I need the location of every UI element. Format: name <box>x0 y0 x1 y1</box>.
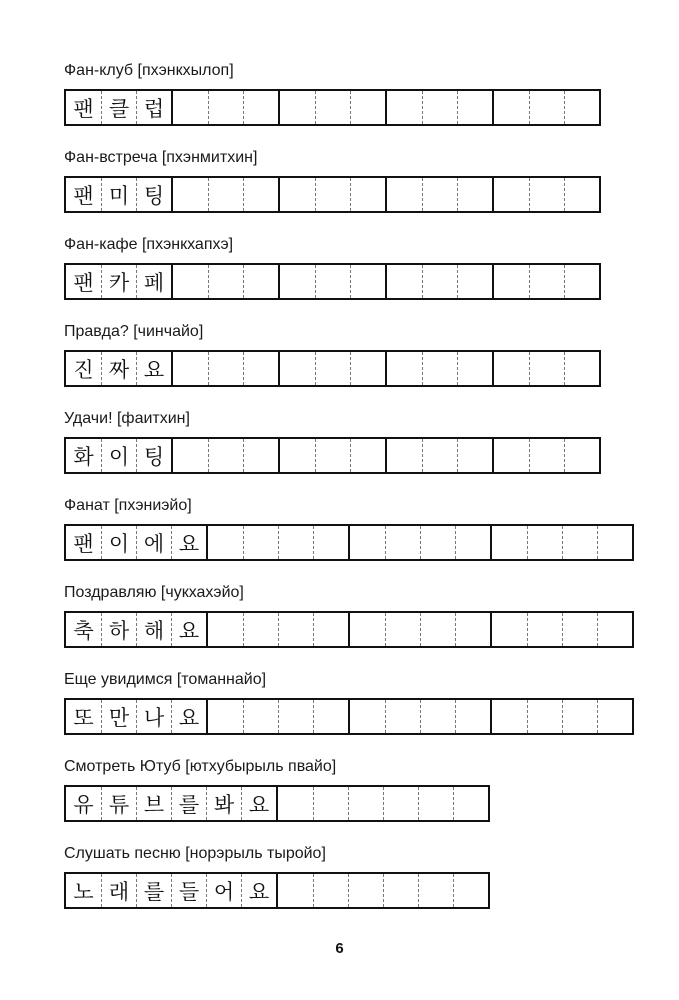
writing-grid <box>64 89 601 126</box>
practice-cell[interactable] <box>564 352 599 385</box>
practice-group <box>348 526 490 559</box>
practice-cell[interactable] <box>315 178 350 211</box>
practice-cell[interactable] <box>492 613 527 646</box>
practice-cell[interactable] <box>243 178 278 211</box>
practice-cell[interactable] <box>494 91 529 124</box>
practice-cell[interactable] <box>564 439 599 472</box>
practice-cell[interactable] <box>597 613 632 646</box>
character-cell: 요 <box>136 352 171 385</box>
practice-cell[interactable] <box>208 526 243 559</box>
character-cell: 요 <box>241 787 276 820</box>
character-cell: 하 <box>101 613 136 646</box>
character-cell: 요 <box>171 700 206 733</box>
writing-grid <box>64 350 601 387</box>
character-cell: 팬 <box>73 270 94 295</box>
writing-grid <box>64 263 601 300</box>
practice-cell[interactable] <box>387 265 422 298</box>
character-cell: 래 <box>101 874 136 907</box>
practice-group <box>206 613 348 646</box>
practice-cell[interactable] <box>243 526 278 559</box>
practice-group <box>206 700 348 733</box>
practice-cell[interactable] <box>208 352 243 385</box>
practice-cell[interactable] <box>278 874 313 907</box>
practice-cell[interactable] <box>315 265 350 298</box>
practice-cell[interactable] <box>492 700 527 733</box>
practice-cell[interactable] <box>280 178 315 211</box>
exercise-see-you <box>64 670 267 730</box>
practice-cell[interactable] <box>387 178 422 211</box>
character-cell: 어 <box>206 874 241 907</box>
character-cell: 팅 <box>136 439 171 472</box>
character-cell: 팬 <box>73 96 94 121</box>
character-cell: 를 <box>171 787 206 820</box>
character-cell: 들 <box>171 874 206 907</box>
practice-cell[interactable] <box>494 439 529 472</box>
character-cell: 화 <box>73 444 94 469</box>
practice-cell[interactable] <box>385 700 420 733</box>
practice-cell[interactable] <box>173 178 208 211</box>
practice-cell[interactable] <box>527 526 562 559</box>
word-group <box>66 91 171 124</box>
writing-grid <box>64 785 490 822</box>
practice-group <box>276 787 488 820</box>
practice-cell[interactable] <box>243 439 278 472</box>
word-group <box>66 265 171 298</box>
character-cell: 유 <box>73 792 94 817</box>
word-group <box>66 178 171 211</box>
character-cell: 럽 <box>136 91 171 124</box>
character-cell: 나 <box>136 700 171 733</box>
practice-group <box>385 439 492 472</box>
practice-group <box>492 439 599 472</box>
practice-cell[interactable] <box>348 787 383 820</box>
word-group <box>66 439 171 472</box>
practice-group <box>385 178 492 211</box>
practice-cell[interactable] <box>350 700 385 733</box>
practice-group <box>492 265 599 298</box>
practice-cell[interactable] <box>313 874 348 907</box>
practice-cell[interactable] <box>564 91 599 124</box>
practice-cell[interactable] <box>243 613 278 646</box>
practice-cell[interactable] <box>350 613 385 646</box>
word-group <box>66 613 206 646</box>
practice-cell[interactable] <box>492 526 527 559</box>
practice-cell[interactable] <box>529 352 564 385</box>
word-group <box>66 700 206 733</box>
practice-cell[interactable] <box>457 352 492 385</box>
practice-cell[interactable] <box>315 352 350 385</box>
exercise-label: Смотреть Ютуб [ютхубырыль пвайо] <box>64 758 337 775</box>
practice-cell[interactable] <box>387 352 422 385</box>
practice-cell[interactable] <box>420 700 455 733</box>
character-cell: 해 <box>136 613 171 646</box>
character-cell: 이 <box>101 439 136 472</box>
character-cell: 진 <box>73 357 94 382</box>
practice-group <box>278 439 385 472</box>
character-cell: 튜 <box>101 787 136 820</box>
practice-cell[interactable] <box>383 787 418 820</box>
practice-cell[interactable] <box>422 439 457 472</box>
exercise-label: Фанат [пхэниэйо] <box>64 497 192 514</box>
practice-cell[interactable] <box>208 613 243 646</box>
practice-group <box>171 352 278 385</box>
practice-cell[interactable] <box>457 178 492 211</box>
character-cell: 노 <box>73 879 94 904</box>
character-cell: 봐 <box>206 787 241 820</box>
exercise-fan-meeting <box>64 148 258 208</box>
character-cell: 요 <box>171 526 206 559</box>
practice-group <box>206 526 348 559</box>
exercise-label: Правда? [чинчайо] <box>64 323 204 340</box>
practice-group <box>348 613 490 646</box>
practice-cell[interactable] <box>278 526 313 559</box>
practice-cell[interactable] <box>243 265 278 298</box>
exercise-congratulations <box>64 583 244 643</box>
character-cell: 팬 <box>73 531 94 556</box>
practice-cell[interactable] <box>350 265 385 298</box>
page-number: 6 <box>335 940 344 957</box>
practice-cell[interactable] <box>243 91 278 124</box>
practice-cell[interactable] <box>313 613 348 646</box>
practice-group <box>276 874 488 907</box>
character-cell: 만 <box>101 700 136 733</box>
character-cell: 요 <box>241 874 276 907</box>
practice-cell[interactable] <box>313 787 348 820</box>
character-cell: 에 <box>136 526 171 559</box>
practice-cell[interactable] <box>385 613 420 646</box>
practice-cell[interactable] <box>455 700 490 733</box>
practice-cell[interactable] <box>243 352 278 385</box>
practice-group <box>278 265 385 298</box>
practice-cell[interactable] <box>422 352 457 385</box>
practice-cell[interactable] <box>280 352 315 385</box>
practice-group <box>492 178 599 211</box>
practice-cell[interactable] <box>350 526 385 559</box>
word-group <box>66 874 276 907</box>
word-group <box>66 526 206 559</box>
practice-cell[interactable] <box>173 352 208 385</box>
exercise-good-luck <box>64 409 190 469</box>
practice-group <box>385 91 492 124</box>
practice-cell[interactable] <box>208 178 243 211</box>
character-cell: 미 <box>101 178 136 211</box>
practice-group <box>490 700 632 733</box>
practice-cell[interactable] <box>315 91 350 124</box>
practice-cell[interactable] <box>280 91 315 124</box>
practice-cell[interactable] <box>457 91 492 124</box>
practice-cell[interactable] <box>208 439 243 472</box>
writing-grid <box>64 524 634 561</box>
practice-cell[interactable] <box>562 700 597 733</box>
practice-cell[interactable] <box>278 613 313 646</box>
practice-cell[interactable] <box>280 265 315 298</box>
practice-cell[interactable] <box>420 526 455 559</box>
practice-cell[interactable] <box>350 178 385 211</box>
practice-cell[interactable] <box>243 700 278 733</box>
character-cell: 브 <box>136 787 171 820</box>
practice-group <box>490 526 632 559</box>
character-cell: 클 <box>101 91 136 124</box>
practice-group <box>171 439 278 472</box>
exercise-label: Фан-клуб [пхэнкхылоп] <box>64 62 234 79</box>
exercise-watch-youtube <box>64 757 337 817</box>
word-group <box>66 352 171 385</box>
exercise-label: Еще увидимся [томаннайо] <box>64 671 267 688</box>
practice-group <box>385 352 492 385</box>
practice-cell[interactable] <box>350 91 385 124</box>
practice-cell[interactable] <box>527 613 562 646</box>
character-cell: 카 <box>101 265 136 298</box>
practice-cell[interactable] <box>597 700 632 733</box>
practice-cell[interactable] <box>418 874 453 907</box>
exercise-listen-song <box>64 844 326 904</box>
practice-cell[interactable] <box>529 439 564 472</box>
practice-cell[interactable] <box>280 439 315 472</box>
practice-cell[interactable] <box>350 352 385 385</box>
practice-cell[interactable] <box>313 526 348 559</box>
practice-cell[interactable] <box>453 787 488 820</box>
character-cell: 또 <box>73 705 94 730</box>
practice-cell[interactable] <box>529 91 564 124</box>
practice-cell[interactable] <box>453 874 488 907</box>
practice-cell[interactable] <box>597 526 632 559</box>
word-group <box>66 787 276 820</box>
practice-cell[interactable] <box>529 178 564 211</box>
practice-cell[interactable] <box>348 874 383 907</box>
practice-cell[interactable] <box>457 439 492 472</box>
writing-grid <box>64 437 601 474</box>
character-cell: 짜 <box>101 352 136 385</box>
practice-cell[interactable] <box>420 613 455 646</box>
practice-cell[interactable] <box>564 178 599 211</box>
practice-cell[interactable] <box>350 439 385 472</box>
practice-group <box>171 178 278 211</box>
practice-cell[interactable] <box>494 265 529 298</box>
practice-cell[interactable] <box>387 439 422 472</box>
character-cell: 이 <box>101 526 136 559</box>
practice-group <box>171 91 278 124</box>
practice-cell[interactable] <box>529 265 564 298</box>
practice-cell[interactable] <box>173 265 208 298</box>
exercise-fan-cafe <box>64 235 234 295</box>
practice-cell[interactable] <box>173 91 208 124</box>
practice-cell[interactable] <box>208 700 243 733</box>
practice-cell[interactable] <box>173 439 208 472</box>
character-cell: 를 <box>136 874 171 907</box>
practice-cell[interactable] <box>527 700 562 733</box>
practice-cell[interactable] <box>208 91 243 124</box>
character-cell: 요 <box>171 613 206 646</box>
practice-cell[interactable] <box>315 439 350 472</box>
practice-cell[interactable] <box>455 526 490 559</box>
character-cell: 팬 <box>73 183 94 208</box>
character-cell: 팅 <box>136 178 171 211</box>
writing-grid <box>64 611 634 648</box>
practice-cell[interactable] <box>564 265 599 298</box>
practice-group <box>278 352 385 385</box>
character-cell: 페 <box>136 265 171 298</box>
practice-cell[interactable] <box>562 526 597 559</box>
practice-cell[interactable] <box>278 700 313 733</box>
practice-group <box>348 700 490 733</box>
practice-cell[interactable] <box>385 526 420 559</box>
practice-cell[interactable] <box>455 613 490 646</box>
exercise-label: Фан-встреча [пхэнмитхин] <box>64 149 258 166</box>
practice-cell[interactable] <box>422 265 457 298</box>
practice-group <box>278 91 385 124</box>
exercise-label: Поздравляю [чукхахэйо] <box>64 584 244 601</box>
practice-cell[interactable] <box>562 613 597 646</box>
practice-group <box>385 265 492 298</box>
exercise-label: Удачи! [фаитхин] <box>64 410 190 427</box>
practice-cell[interactable] <box>494 178 529 211</box>
exercise-fan <box>64 496 200 556</box>
writing-grid <box>64 872 490 909</box>
practice-cell[interactable] <box>278 787 313 820</box>
writing-grid <box>64 176 601 213</box>
practice-group <box>490 613 632 646</box>
writing-grid <box>64 698 634 735</box>
practice-cell[interactable] <box>422 91 457 124</box>
character-cell: 축 <box>73 618 94 643</box>
practice-cell[interactable] <box>387 91 422 124</box>
practice-group <box>492 352 599 385</box>
practice-cell[interactable] <box>313 700 348 733</box>
practice-cell[interactable] <box>457 265 492 298</box>
practice-group <box>171 265 278 298</box>
exercise-really <box>64 322 204 382</box>
practice-group <box>492 91 599 124</box>
exercise-fan-club <box>64 61 234 121</box>
exercise-label: Фан-кафе [пхэнкхапхэ] <box>64 236 234 253</box>
practice-cell[interactable] <box>383 874 418 907</box>
practice-cell[interactable] <box>422 178 457 211</box>
practice-cell[interactable] <box>208 265 243 298</box>
practice-cell[interactable] <box>418 787 453 820</box>
exercise-label: Слушать песню [норэрыль тыройо] <box>64 845 326 862</box>
practice-group <box>278 178 385 211</box>
practice-cell[interactable] <box>494 352 529 385</box>
